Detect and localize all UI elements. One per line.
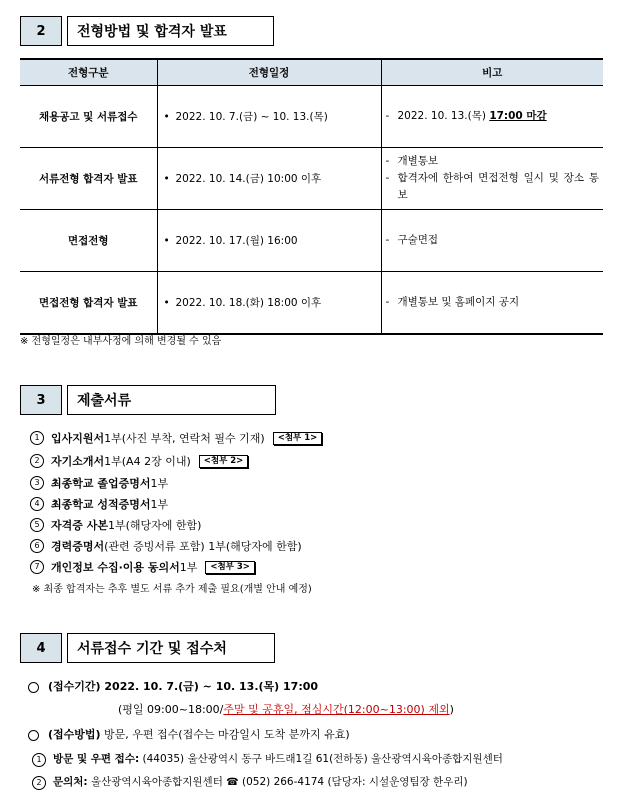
date-cell: • 2022. 10. 14.(금) 10:00 이후 xyxy=(157,148,381,210)
item-number: 4 xyxy=(30,497,44,511)
division-cell: 서류전형 합격자 발표 xyxy=(20,148,157,210)
application-method: (접수방법) 방문, 우편 접수(접수는 마감일시 도착 분까지 유효) xyxy=(28,726,350,742)
date-cell: • 2022. 10. 7.(금) ~ 10. 13.(목) xyxy=(157,86,381,148)
visit-address: 1 방문 및 우편 접수: (44035) 울산광역시 동구 바드래1길 61(전하동) 울산광역시육아종합지원센터 xyxy=(32,751,503,767)
office-hours: (평일 09:00~18:00/주말 및 공휴일, 점심시간(12:00~13:00) 제외) xyxy=(118,703,454,716)
attachment-tag: <첨부 1> xyxy=(273,432,323,445)
document-name: 최종학교 졸업증명서 xyxy=(51,477,151,490)
document-name: 경력증명서 xyxy=(51,540,105,553)
section-title: 전형방법 및 합격자 발표 xyxy=(67,16,274,46)
circle-bullet-icon xyxy=(28,682,39,693)
document-item xyxy=(30,475,168,491)
section-number: 3 xyxy=(20,385,62,415)
documents-footnote: ※ 최종 합격자는 추후 별도 서류 추가 제출 필요(개별 안내 예정) xyxy=(32,584,312,595)
note-cell: - 2022. 10. 13.(목) 17:00 마감 xyxy=(381,86,603,148)
deadline-time: 17:00 마감 xyxy=(489,110,547,122)
column-header: 전형구분 xyxy=(20,59,157,86)
column-header: 전형일정 xyxy=(157,59,381,86)
column-header: 비고 xyxy=(381,59,603,86)
document-item xyxy=(30,453,248,469)
section2-header xyxy=(20,16,274,46)
section-number: 2 xyxy=(20,16,62,46)
document-item xyxy=(30,430,322,446)
attachment-tag: <첨부 2> xyxy=(199,455,249,468)
division-cell: 채용공고 및 서류접수 xyxy=(20,86,157,148)
document-name: 자기소개서 xyxy=(51,455,105,468)
division-cell: 면접전형 합격자 발표 xyxy=(20,272,157,335)
item-number: 2 xyxy=(32,776,46,790)
attachment-tag: <첨부 3> xyxy=(205,561,255,574)
table-row xyxy=(20,148,603,210)
document-detail: 1부(사진 부착, 연락처 필수 기재) xyxy=(104,432,265,445)
inquiry-contact: 2 문의처: 울산광역시육아종합지원센터 ☎ (052) 266-4174 (담당자: 시설운영팀장 한우리) xyxy=(32,774,468,790)
note-cell: - 구술면접 xyxy=(381,210,603,272)
note-cell: - 개별통보 - 합격자에 한하여 면접전형 일시 및 장소 통보 xyxy=(381,148,603,210)
date-cell: • 2022. 10. 18.(화) 18:00 이후 xyxy=(157,272,381,335)
document-detail: (관련 증빙서류 포함) 1부(해당자에 한함) xyxy=(104,540,302,553)
document-name: 개인정보 수집·이용 동의서 xyxy=(51,561,180,574)
division-cell: 면접전형 xyxy=(20,210,157,272)
note-cell: - 개별통보 및 홈페이지 공지 xyxy=(381,272,603,335)
item-number: 6 xyxy=(30,539,44,553)
item-number: 2 xyxy=(30,454,44,468)
document-detail: 1부(해당자에 한함) xyxy=(107,519,202,532)
table-row xyxy=(20,86,603,148)
item-number: 7 xyxy=(30,560,44,574)
section-title: 제출서류 xyxy=(67,385,276,415)
circle-bullet-icon xyxy=(28,730,39,741)
section-title: 서류접수 기간 및 접수처 xyxy=(67,633,275,663)
application-period: (접수기간) 2022. 10. 7.(금) ~ 10. 13.(목) 17:00 xyxy=(28,678,318,694)
document-detail: 1부 xyxy=(150,477,169,490)
document-name: 입사지원서 xyxy=(51,432,105,445)
document-detail: 1부 xyxy=(179,561,198,574)
section3-header xyxy=(20,385,276,415)
table-header-row xyxy=(20,59,603,86)
item-number: 1 xyxy=(30,431,44,445)
document-item xyxy=(30,559,255,575)
document-item xyxy=(30,517,201,533)
item-number: 5 xyxy=(30,518,44,532)
phone-icon: ☎ xyxy=(226,777,239,788)
schedule-table xyxy=(20,58,603,335)
table-row xyxy=(20,272,603,335)
schedule-footnote: ※ 전형일정은 내부사정에 의해 변경될 수 있음 xyxy=(20,336,222,347)
document-item xyxy=(30,538,302,554)
section-number: 4 xyxy=(20,633,62,663)
date-cell: • 2022. 10. 17.(월) 16:00 xyxy=(157,210,381,272)
document-detail: 1부(A4 2장 이내) xyxy=(104,455,191,468)
item-number: 3 xyxy=(30,476,44,490)
document-name: 자격증 사본 xyxy=(51,519,108,532)
table-row xyxy=(20,210,603,272)
item-number: 1 xyxy=(32,753,46,767)
document-item xyxy=(30,496,168,512)
document-detail: 1부 xyxy=(150,498,169,511)
document-name: 최종학교 성적증명서 xyxy=(51,498,151,511)
exclusion-notice: 주말 및 공휴일, 점심시간(12:00~13:00) 제외 xyxy=(223,703,450,716)
section4-header xyxy=(20,633,275,663)
